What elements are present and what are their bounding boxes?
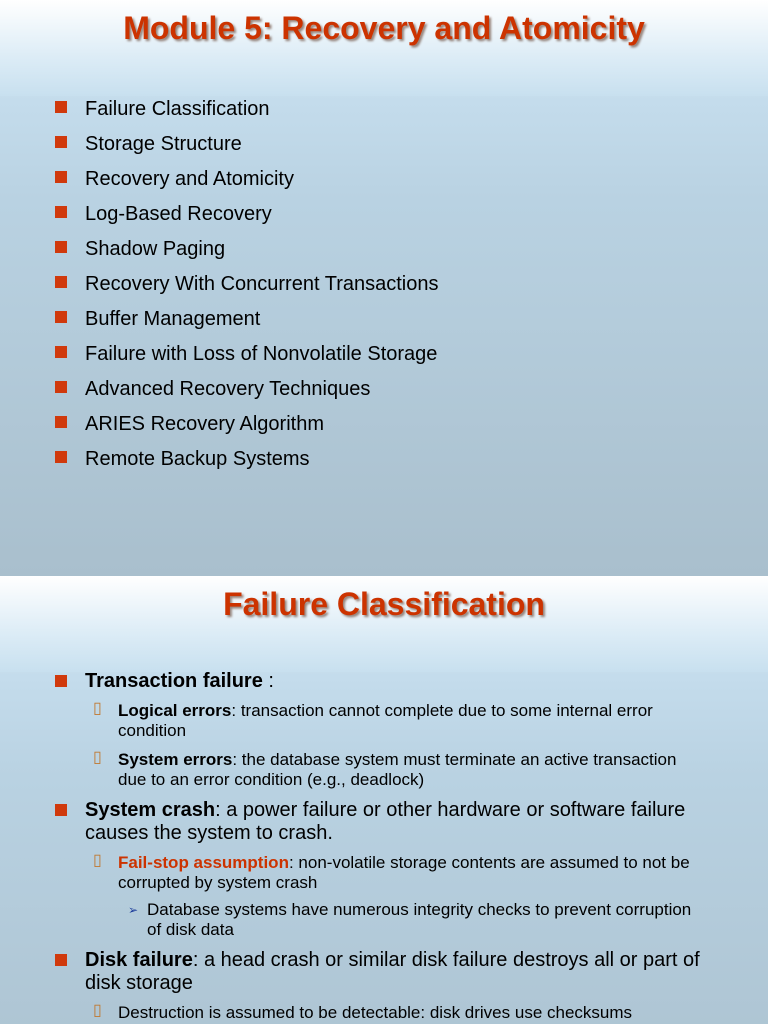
slide-module-5: Module 5: Recovery and Atomicity Failure Classification Storage Structure Recovery and Atomicity Log-Based Recovery Shadow Paging Recovery With Concurrent Transactions Buffer Management Failure with Loss of Nonvolatile Storage Advanced Recovery Techniques ARIES Recovery Algorithm Remote Backup Systems [0, 0, 768, 576]
square-bullet-icon [55, 311, 67, 323]
bullet-system-crash: System crash: a power failure or other hardware or software failure causes the system to crash. [0, 799, 768, 845]
sub-bullet-fail-stop: ▯ Fail-stop assumption: non-volatile storage contents are assumed to not be corrupted by system crash [93, 852, 690, 892]
sub-bullet-icon: ▯ [93, 852, 102, 869]
sub-bullet-icon: ▯ [93, 749, 102, 766]
square-bullet-icon [55, 675, 67, 687]
sub-sub-bullet-integrity: ➢ Database systems have numerous integrity checks to prevent corruption of disk data [128, 900, 692, 939]
slide-failure-classification [0, 576, 768, 1024]
square-bullet-icon [55, 346, 67, 358]
square-bullet-icon [55, 381, 67, 393]
square-bullet-icon [55, 206, 67, 218]
bullet-transaction-failure: Transaction failure : [0, 670, 768, 693]
square-bullet-icon [55, 451, 67, 463]
square-bullet-icon [55, 804, 67, 816]
sub-bullet-icon: ▯ [93, 700, 102, 717]
slide-title: Failure Classification [223, 586, 545, 622]
arrow-bullet-icon: ➢ [128, 903, 139, 917]
bullet-disk-failure: Disk failure: a head crash or similar disk failure destroys all or part of disk storage [0, 949, 768, 995]
slide-title: Module 5: Recovery and Atomicity [123, 10, 645, 46]
sub-bullet-logical-errors: ▯ Logical errors: transaction cannot complete due to some internal error condition [93, 700, 653, 740]
square-bullet-icon [55, 171, 67, 183]
sub-bullet-icon: ▯ [93, 1002, 102, 1019]
sub-bullet-destruction: ▯ Destruction is assumed to be detectable: disk drives use checksums [93, 1002, 633, 1022]
square-bullet-icon [55, 101, 67, 113]
square-bullet-icon [55, 276, 67, 288]
square-bullet-icon [55, 241, 67, 253]
slide-content [0, 670, 768, 1023]
square-bullet-icon [55, 416, 67, 428]
square-bullet-icon [55, 136, 67, 148]
sub-bullet-system-errors: ▯ System errors: the database system must terminate an active transaction due to an error condition (e.g., deadlock) [93, 749, 677, 789]
square-bullet-icon [55, 954, 67, 966]
